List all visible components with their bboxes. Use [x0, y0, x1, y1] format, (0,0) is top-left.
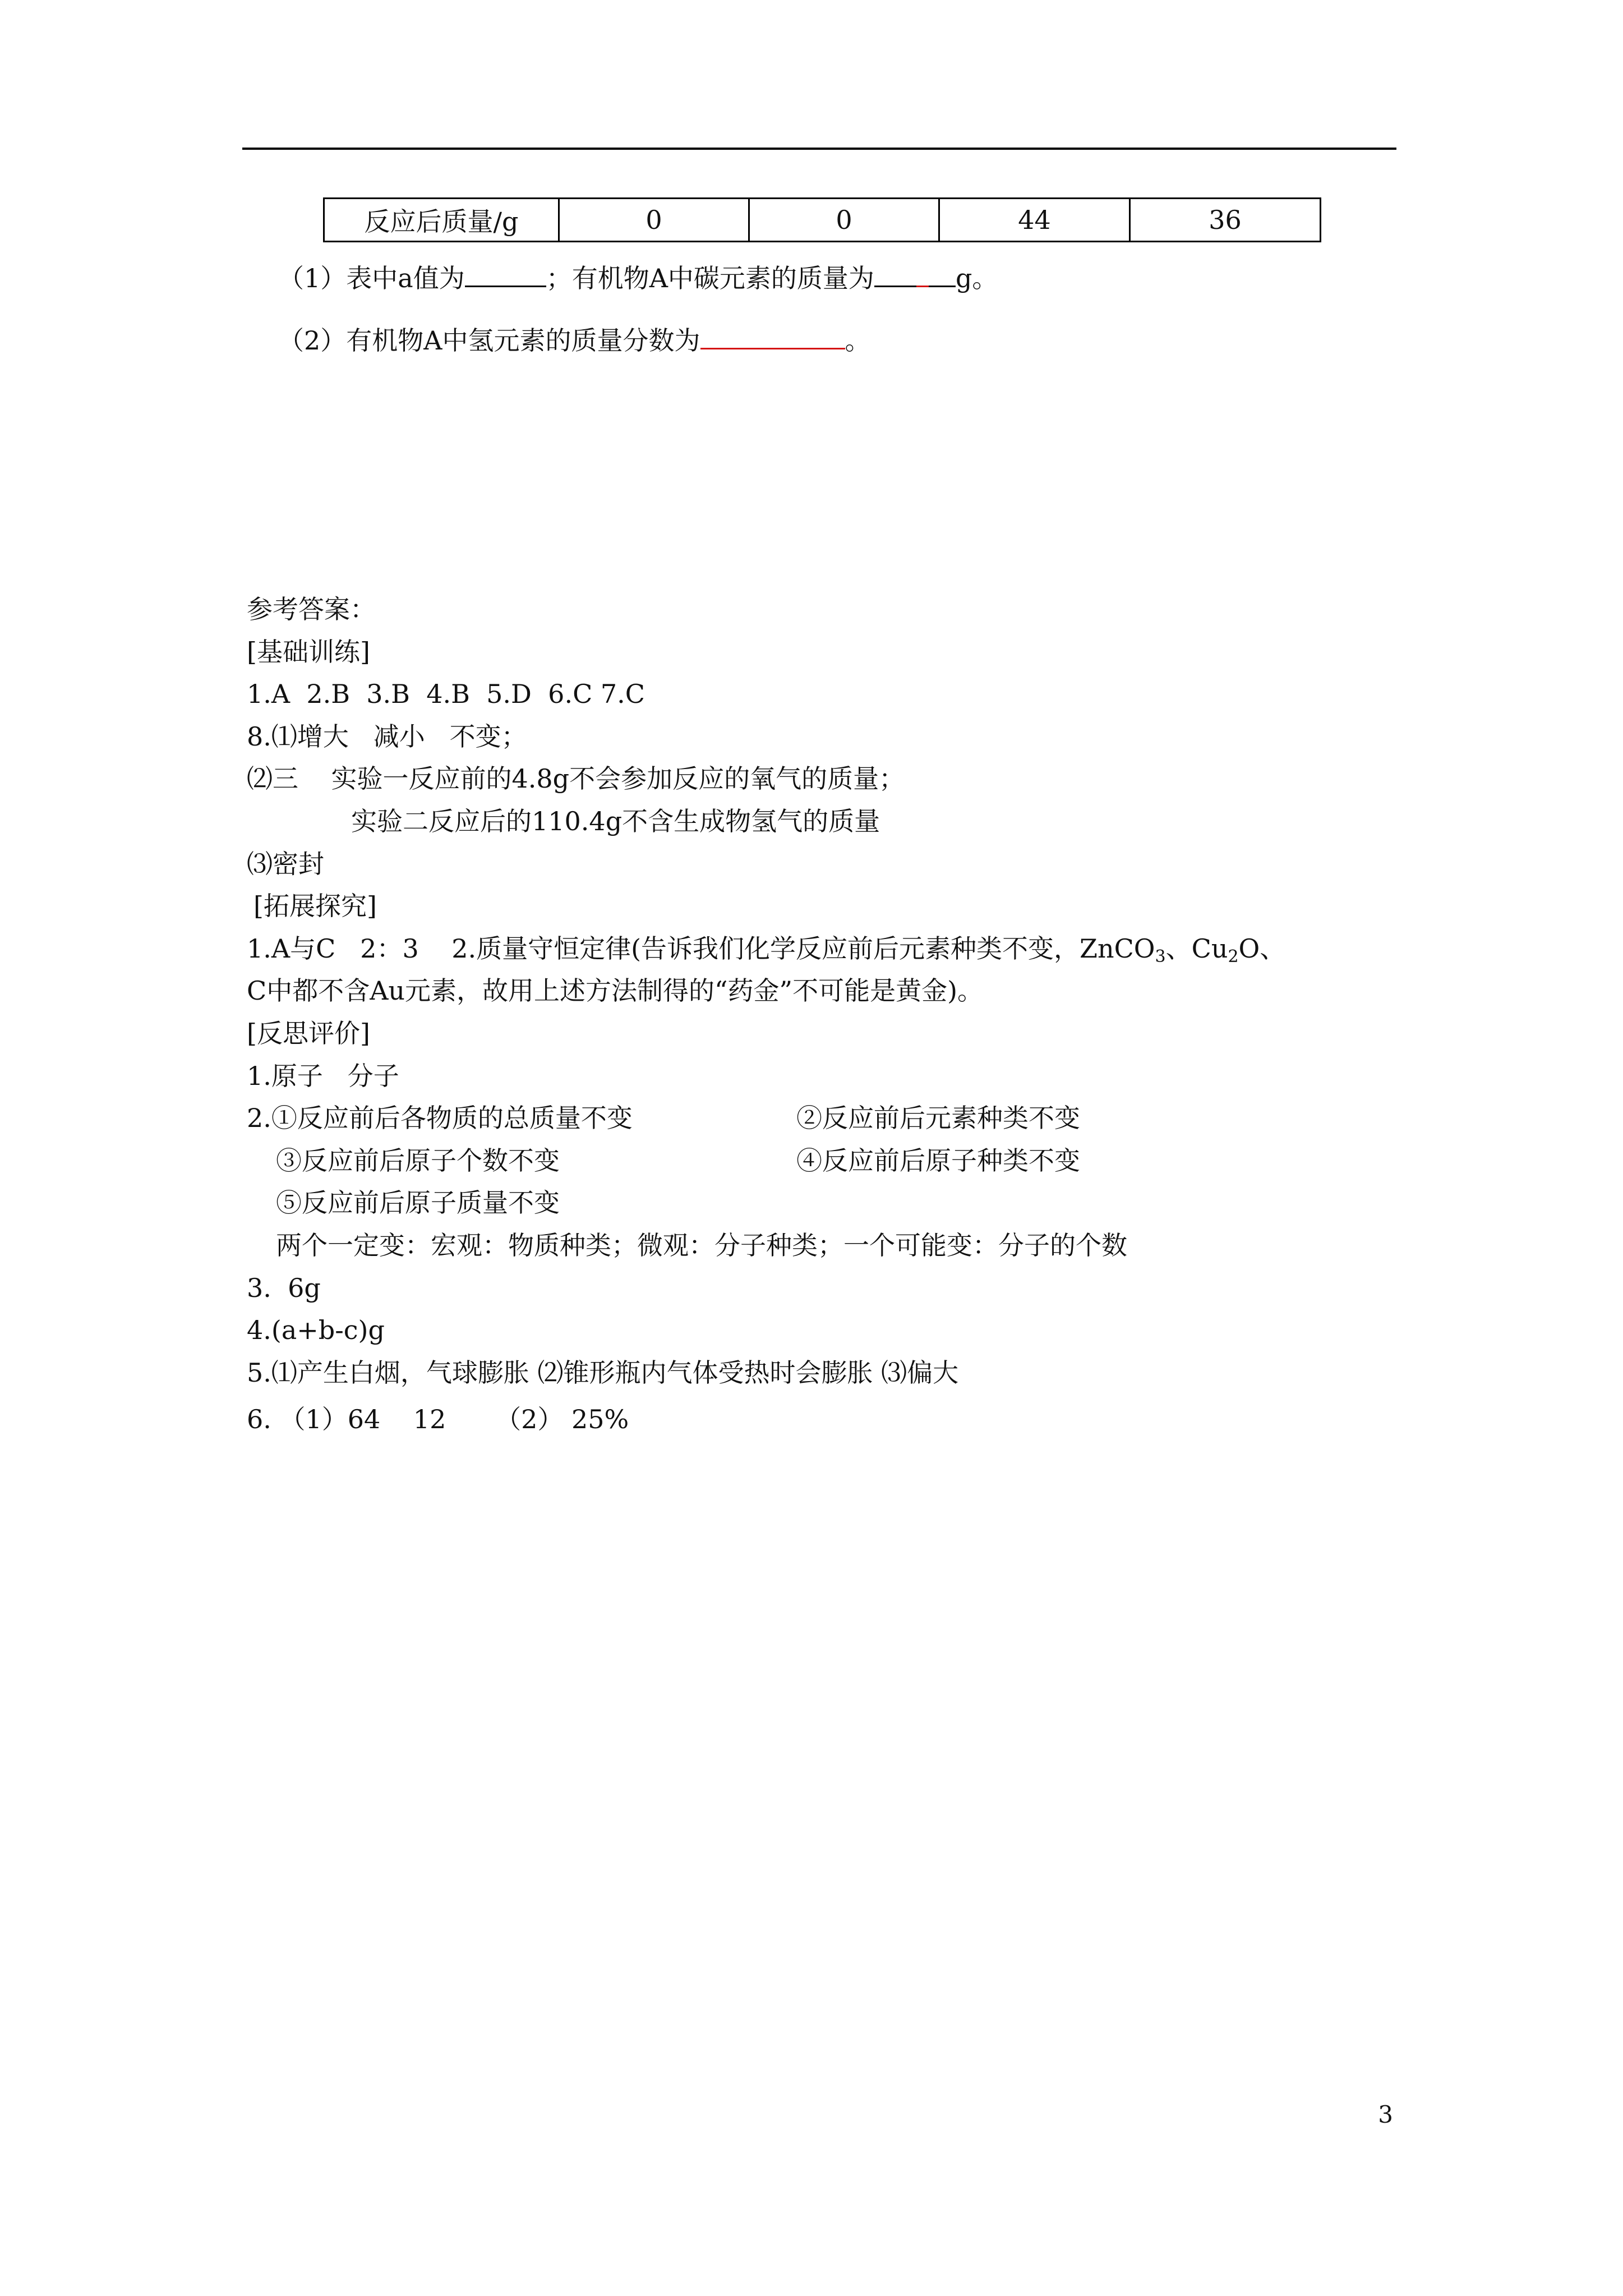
question-2: （2）有机物A中氢元素的质量分数为 。 [278, 323, 871, 357]
answer-line: ⑤反应前后原子质量不变 [276, 1188, 560, 1218]
answer-line: ③反应前后原子个数不变 [276, 1145, 560, 1176]
table-cell: 0 [559, 199, 749, 242]
answer-line: ②反应前后元素种类不变 [796, 1103, 1080, 1133]
table-row [324, 199, 1321, 242]
table-cell: 44 [939, 199, 1130, 242]
answer-line: 5.⑴产生白烟，气球膨胀 ⑵锥形瓶内气体受热时会膨胀 ⑶偏大 [247, 1358, 959, 1388]
row-label: 反应后质量/g [324, 199, 559, 242]
answer-line: 8.⑴增大 减小 不变； [247, 721, 527, 752]
answer-line: 1.A 2.B 3.B 4.B 5.D 6.C 7.C [247, 679, 645, 709]
answer-line: ⑵三 实验一反应前的4.8g不会参加反应的氧气的质量； [247, 763, 905, 794]
page-number: 3 [1378, 2101, 1393, 2128]
section-extend: [拓展探究] [253, 891, 377, 921]
answer-blank [465, 261, 546, 287]
answer-line: ④反应前后原子种类不变 [796, 1145, 1080, 1176]
answer-line: 6. （1）64 12 （2） 25% [247, 1404, 629, 1434]
table-cell: 0 [749, 199, 939, 242]
answer-line: 实验二反应后的110.4g不含生成物氢气的质量 [351, 806, 880, 836]
question-1: （1）表中a值为 ；有机物A中碳元素的质量为 g。 [278, 261, 998, 295]
answer-line: 3. 6g [247, 1273, 321, 1303]
answer-line: 2.①反应前后各物质的总质量不变 [247, 1103, 633, 1133]
table-cell: 36 [1130, 199, 1321, 242]
answer-line: 4.(a+b-c)g [247, 1315, 385, 1345]
answer-line: 两个一定变：宏观：物质种类；微观：分子种类；一个可能变：分子的个数 [276, 1230, 1127, 1260]
answer-line: 1.原子 分子 [247, 1061, 399, 1091]
answer-blank [874, 261, 916, 287]
section-reflect: [反思评价] [247, 1018, 370, 1048]
answers-heading: 参考答案： [247, 594, 376, 624]
answer-blank [700, 323, 845, 349]
header-rule [242, 148, 1396, 150]
answer-line: ⑶密封 [247, 849, 324, 879]
mass-table [323, 197, 1321, 242]
answer-line: 1.A与C 2：3 2.质量守恒定律(告诉我们化学反应前后元素种类不变，ZnCO$_3$、$Cu_2O$、 [247, 933, 1286, 967]
answer-line: C中都不含Au元素，故用上述方法制得的“药金”不可能是黄金)。 [247, 976, 984, 1006]
section-basic: [基础训练] [247, 637, 370, 667]
